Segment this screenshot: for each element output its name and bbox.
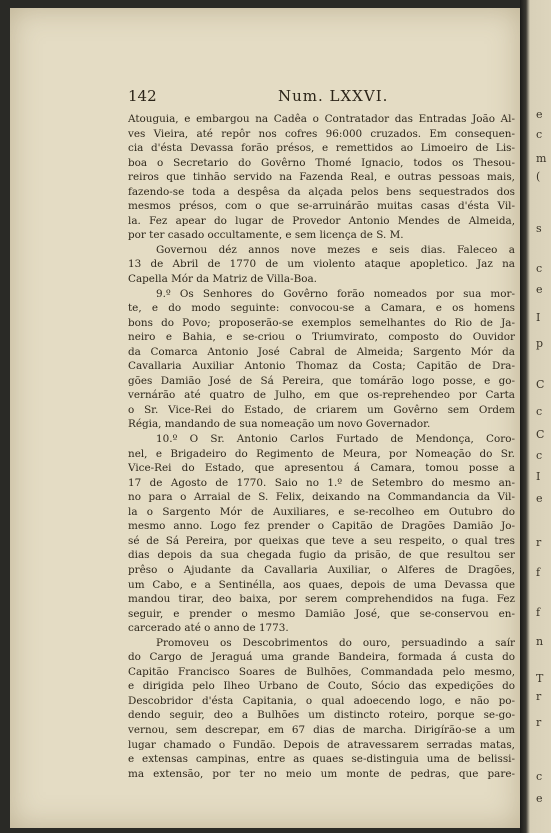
edge-glyph: e: [536, 792, 543, 805]
text-line: dendo seguir, deo a Bulhões um distincto roteiro, porque se-go-: [128, 709, 515, 722]
text-line: prêso o Ajudante da Cavallaria Auxiliar, o Alferes de Dragões,: [128, 563, 515, 576]
text-line: Atouguia, e embargou na Cadêa o Contratador das Entradas João Al-: [128, 113, 515, 125]
text-line: sé de Sá Pereira, por queixas que teve a seu respeito, o qual tres: [128, 534, 515, 547]
text-line: um Cabo, e a Sentinélla, aos quaes, depois de uma Devassa que: [128, 578, 515, 591]
adjacent-page-text: [536, 0, 551, 833]
text-line: Capella Mór da Matriz de Villa-Boa.: [128, 273, 317, 286]
text-line: mesmo anno. Logo fez prender o Capitão de Dragões Damião Jo-: [128, 520, 515, 533]
edge-glyph: (: [536, 170, 541, 183]
text-line: Governou déz annos nove mezes e seis dias. Faleceo a: [156, 243, 515, 256]
edge-glyph: r: [536, 690, 542, 703]
text-line: 10.º O Sr. Antonio Carlos Furtado de Mendonça, Coro-: [156, 433, 515, 446]
text-line: lugar chamado o Fundão. Depois de atravessarem serradas matas,: [128, 738, 515, 751]
text-line: Descobridor d'ésta Capitania, o qual adoecendo logo, e não po-: [128, 694, 515, 707]
edge-glyph: f: [536, 566, 541, 579]
edge-glyph: s: [536, 222, 542, 235]
edge-glyph: e: [536, 492, 543, 505]
text-line: gões Damião José de Sá Pereira, que tomárão logo posse, e go-: [128, 374, 515, 387]
edge-glyph: T: [536, 672, 544, 685]
text-line: te, e do modo seguinte: convocou-se a Camara, e os homens: [128, 302, 515, 315]
text-line: mesmos présos, com o que se-arruinárão muitas casas d'ésta Vil-: [128, 200, 515, 213]
page-number: 142: [128, 87, 157, 105]
text-line: Vice-Rei do Estado, que apresentou á Camara, tomou posse a: [128, 462, 515, 475]
text-line: Régia, mandando de sua nomeação um novo Governador.: [128, 418, 431, 431]
text-line: 9.º Os Senhores do Govêrno forão nomeados por sua mor-: [156, 287, 515, 300]
text-line: nel, e Brigadeiro do Regimento de Meura, por Nomeação do Sr.: [128, 447, 515, 460]
edge-glyph: c: [536, 770, 543, 783]
text-line: carcerado até o anno de 1773.: [128, 622, 289, 635]
text-line: vernou, sem descrepar, em 67 dias de marcha. Dirigírão-se a um: [128, 723, 515, 736]
edge-glyph: c: [536, 262, 543, 275]
text-line: dias depois da sua chegada fugio da prisão, de que resultou ser: [128, 549, 515, 562]
text-line: seguir, e prender o mesmo Damião José, que se-conservou en-: [128, 607, 515, 620]
text-line: Promoveu os Descobrimentos do ouro, persuadindo a saír: [156, 636, 515, 649]
text-line: cia d'ésta Devassa forão présos, e remettidos ao Limoeiro de Lis-: [128, 142, 515, 155]
text-line: reiros que tinhão servido na Fazenda Real, e outras pessoas mais,: [128, 171, 515, 184]
edge-glyph: e: [536, 283, 543, 296]
text-line: la o Sargento Mór de Auxiliares, e se-recolheo em Outubro do: [128, 505, 515, 518]
book-page: [10, 8, 520, 828]
text-line: mandou tirar, deo baixa, por serem comprehendidos na fuga. Fez: [128, 593, 515, 606]
text-line: vernárão até quatro de Julho, em que os-reprehendeo por Carta: [128, 389, 515, 402]
edge-glyph: e: [536, 108, 543, 121]
text-line: o Sr. Vice-Rei do Estado, de criarem um Govêrno sem Ordem: [128, 403, 515, 416]
body-text: [128, 112, 515, 781]
text-line: 17 de Agosto de 1770. Saio no 1.º de Setembro do mesmo an-: [128, 476, 515, 489]
text-line: la. Fez apear do lugar de Provedor Antonio Mendes de Almeida,: [128, 214, 515, 227]
text-line: Cavallaria Auxiliar Antonio Thomaz da Costa; Capitão de Dra-: [128, 360, 515, 373]
text-line: do Cargo de Jeraguá uma grande Bandeira, formada á custa do: [128, 651, 515, 664]
text-line: e extensas campinas, entre as quaes se-distinguia uma de belissi-: [128, 753, 515, 766]
text-line: 13 de Abril de 1770 de um violento ataque apopletico. Jaz na: [128, 258, 515, 271]
edge-glyph: c: [536, 405, 543, 418]
edge-glyph: n: [536, 635, 544, 648]
edge-glyph: c: [536, 128, 543, 141]
page-title: Num. LXXVI.: [278, 87, 389, 105]
text-line: e dirigida pelo Ilheo Urbano de Couto, Sócio das expedições do: [128, 680, 515, 693]
edge-glyph: p: [536, 337, 544, 350]
edge-glyph: c: [536, 449, 543, 462]
text-line: bons do Povo; proposerão-se exemplos semelhantes do Rio de Ja-: [128, 316, 515, 329]
text-line: fazendo-se toda a despêsa da alçada pelos bens sequestrados dos: [128, 185, 515, 198]
text-line: ma extensão, por ter no meio um monte de pedras, que pare-: [128, 767, 515, 780]
edge-glyph: C: [536, 428, 545, 441]
edge-glyph: C: [536, 378, 545, 391]
text-line: por ter casado occultamente, e sem licença de S. M.: [128, 229, 404, 242]
edge-glyph: I: [536, 470, 541, 483]
text-line: neiro e Bahia, e se-criou o Triumvirato, composto do Ouvidor: [128, 331, 515, 344]
edge-glyph: r: [536, 716, 542, 729]
page-header: [128, 87, 508, 107]
text-line: boa o Secretario do Govêrno Thomé Ignacio, todos os Thesou-: [128, 156, 515, 169]
text-line: da Comarca Antonio José Cabral de Almeida; Sargento Mór da: [128, 345, 515, 358]
edge-glyph: m: [536, 152, 547, 165]
text-line: Capitão Francisco Soares de Bulhões, Commandada pelo mesmo,: [128, 665, 515, 678]
edge-glyph: r: [536, 536, 542, 549]
text-line: no para o Arraial de S. Felix, deixando na Commandancia da Vil-: [128, 491, 515, 504]
edge-glyph: f: [536, 606, 541, 619]
edge-glyph: I: [536, 311, 541, 324]
text-line: ves Vieira, até repôr nos cofres 96:000 cruzados. Em consequen-: [128, 127, 515, 140]
